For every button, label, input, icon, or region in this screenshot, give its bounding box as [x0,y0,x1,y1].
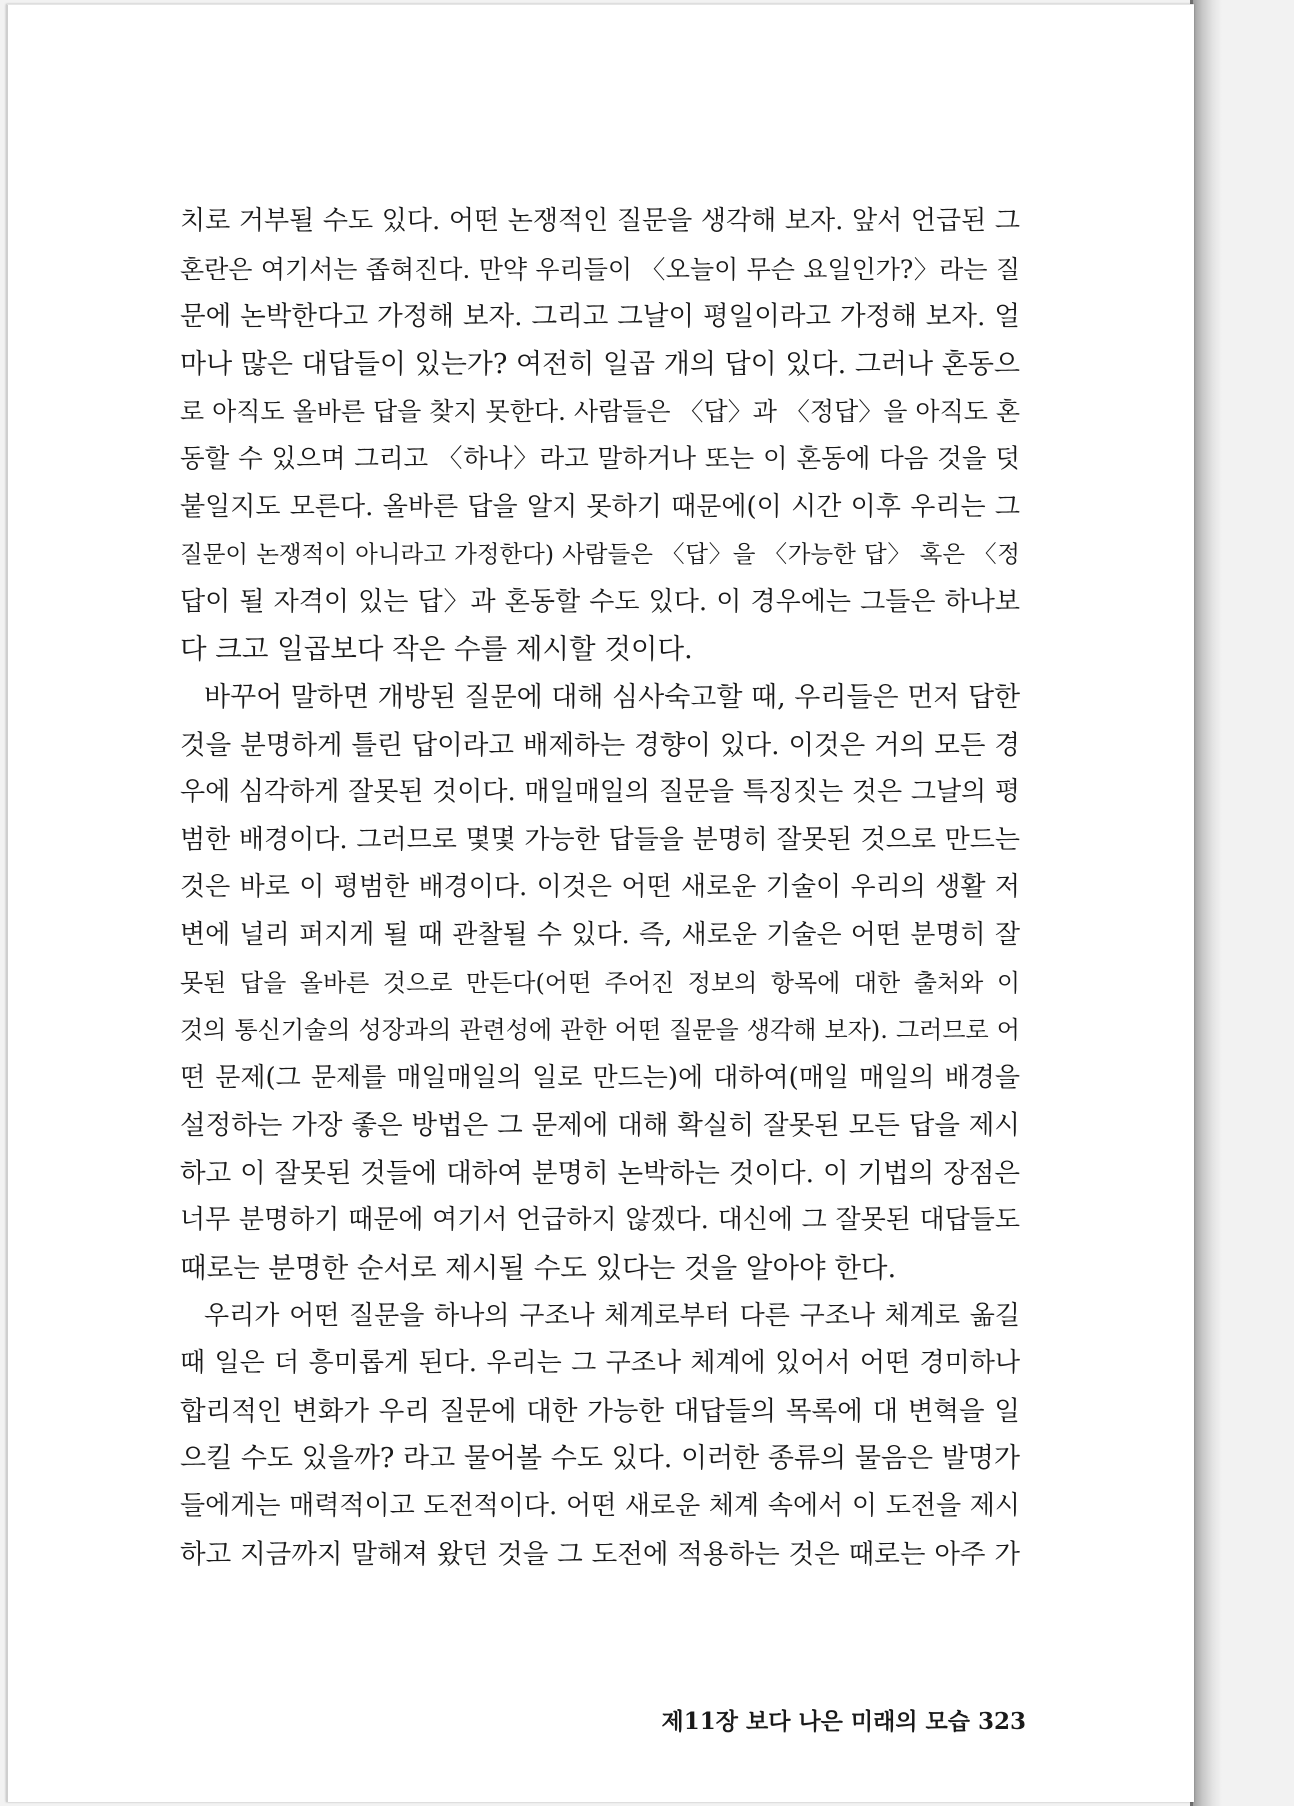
text-line: 것의 통신기술의 성장과의 관련성에 관한 어떤 질문을 생각해 보자). 그러므로 어 [180,1016,1020,1045]
text-line: 동할 수 있으며 그리고 〈하나〉라고 말하거나 또는 이 혼동에 다음 것을 덧 [180,443,1020,474]
text-line: 너무 분명하기 때문에 여기서 언급하지 않겠다. 대신에 그 잘못된 대답들도 [180,1205,1020,1236]
text-line: 것을 분명하게 틀린 답이라고 배제하는 경향이 있다. 이것은 거의 모든 경 [180,729,1020,761]
page-edge-shadow [1192,0,1222,1806]
text-line: 설정하는 가장 좋은 방법은 그 문제에 대해 확실히 잘못된 모든 답을 제시 [180,1110,1020,1142]
text-line: 질문이 논쟁적이 아니라고 가정한다) 사람들은 〈답〉을 〈가능한 답〉 혹은 〈정 [180,540,1020,569]
body-text [180,198,1020,1578]
text-line: 들에게는 매력적이고 도전적이다. 어떤 새로운 체계 속에서 이 도전을 제시 [180,1491,1020,1522]
text-line: 다 크고 일곱보다 작은 수를 제시할 것이다. [180,633,693,666]
text-line: 혼란은 여기서는 좁혀진다. 만약 우리들이 〈오늘이 무슨 요일인가?〉라는 질 [180,254,1020,284]
text-line: 마나 많은 대답들이 있는가? 여전히 일곱 개의 답이 있다. 그러나 혼동으 [180,348,1020,380]
text-line: 답이 될 자격이 있는 답〉과 혼동할 수도 있다. 이 경우에는 그들은 하나보 [180,586,1020,617]
text-line: 문에 논박한다고 가정해 보자. 그리고 그날이 평일이라고 가정해 보자. 얼 [180,301,1020,333]
text-line: 때로는 분명한 순서로 제시될 수도 있다는 것을 알아야 한다. [180,1252,897,1285]
text-line: 하고 지금까지 말해져 왔던 것을 그 도전에 적용하는 것은 때로는 아주 가 [180,1538,1020,1570]
text-line: 못된 답을 올바른 것으로 만든다(어떤 주어진 정보의 항목에 대한 출처와 이 [180,968,1020,997]
text-line: 우에 심각하게 잘못된 것이다. 매일매일의 질문을 특징짓는 것은 그날의 평 [180,777,1020,808]
text-line: 떤 문제(그 문제를 매일매일의 일로 만드는)에 대하여(매일 매일의 배경을 [180,1062,1020,1093]
paragraph-start-line: 바꾸어 말하면 개방된 질문에 대해 심사숙고할 때, 우리들은 먼저 답한 [204,681,1021,713]
text-line: 치로 거부될 수도 있다. 어떤 논쟁적인 질문을 생각해 보자. 앞서 언급된 그 [180,206,1020,236]
text-line: 으킬 수도 있을까? 라고 물어볼 수도 있다. 이러한 종류의 물음은 발명가 [180,1443,1020,1475]
text-line: 것은 바로 이 평범한 배경이다. 이것은 어떤 새로운 기술이 우리의 생활 저 [180,872,1020,903]
text-line: 때 일은 더 흥미롭게 된다. 우리는 그 구조나 체계에 있어서 어떤 경미하나 [180,1348,1020,1379]
running-footer: 제11장 보다 나은 미래의 모습 323 [661,1708,1026,1735]
text-line: 변에 널리 퍼지게 될 때 관찰될 수 있다. 즉, 새로운 기술은 어떤 분명히 잘 [180,919,1020,950]
text-line: 로 아직도 올바른 답을 찾지 못한다. 사람들은 〈답〉과 〈정답〉을 아직도 혼 [180,397,1020,427]
paragraph-start-line: 우리가 어떤 질문을 하나의 구조나 체계로부터 다른 구조나 체계로 옮길 [204,1300,1020,1331]
text-line: 합리적인 변화가 우리 질문에 대한 가능한 대답들의 목록에 대 변혁을 일 [180,1395,1020,1427]
text-line: 범한 배경이다. 그러므로 몇몇 가능한 답들을 분명히 잘못된 것으로 만드는 [180,824,1020,855]
text-line: 붙일지도 모른다. 올바른 답을 알지 못하기 때문에(이 시간 이후 우리는 그 [180,491,1020,522]
text-line: 하고 이 잘못된 것들에 대하여 분명히 논박하는 것이다. 이 기법의 장점은 [180,1157,1020,1189]
